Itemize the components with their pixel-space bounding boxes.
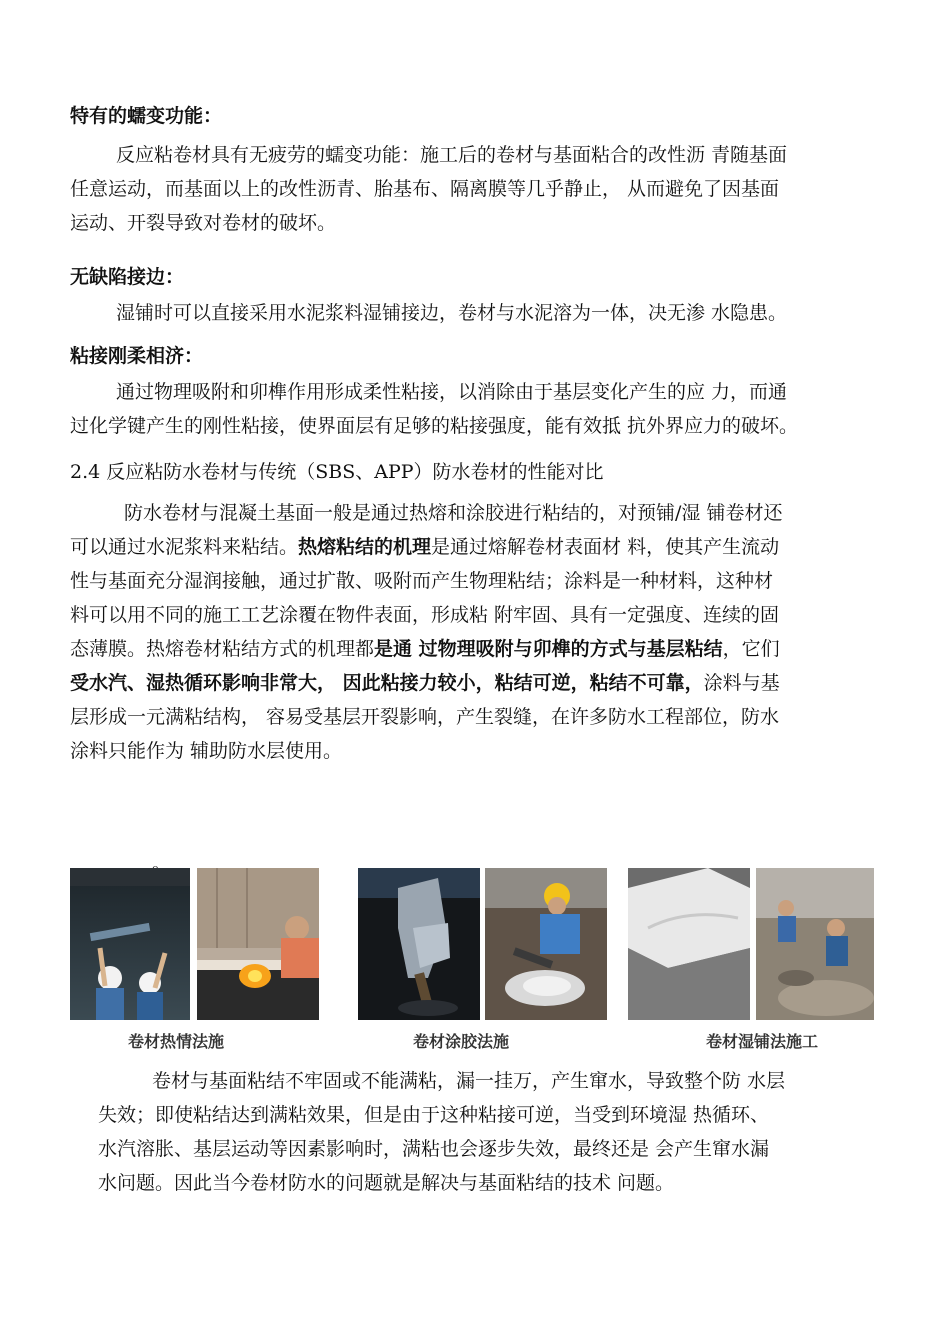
text-line: 水汽溶胀、基层运动等因素影响时，满粘也会逐步失效，最终还是 会产生窜水漏 — [98, 1138, 770, 1160]
paragraph-creep — [70, 138, 910, 240]
text-run: 可以通过水泥浆料来粘结。 — [70, 536, 299, 558]
bold-text-run: 是通 过物理吸附与卯榫的方式与基层粘结 — [374, 638, 723, 660]
text-line: 湿铺时可以直接采用水泥浆料湿铺接边，卷材与水泥溶为一体，决无渗 水隐患。 — [116, 302, 788, 324]
text-line: 防水卷材与混凝土基面一般是通过热熔和涂胶进行粘结的，对预铺/湿 铺卷材还 — [124, 502, 783, 524]
photo-wet-laying-site — [756, 868, 874, 1020]
text-line — [70, 530, 915, 564]
caption-adhesive-method: 卷材涂胶法施 — [413, 1032, 510, 1051]
photo-torch-flame — [197, 868, 319, 1020]
text-line: 任意运动，而基面以上的改性沥青、胎基布、隔离膜等几乎静止， 从而避免了因基面 — [70, 178, 780, 200]
photo-glove-membrane — [358, 868, 480, 1020]
bold-text-run: 热熔粘结的机理 — [298, 536, 432, 558]
text-run: 涂料与基 — [703, 672, 780, 694]
paragraph-comparison — [70, 496, 915, 768]
paragraph-seamless — [70, 296, 920, 330]
heading-creep-function: 特有的蠕变功能： — [70, 105, 223, 127]
text-line — [70, 632, 915, 666]
text-line: 卷材与基面粘结不牢固或不能满粘，漏一挂万，产生窜水，导致整个防 水层 — [152, 1070, 786, 1092]
paragraph-rigid-flexible — [70, 375, 920, 443]
paragraph-bonding-problem — [98, 1064, 918, 1200]
text-line: 运动、开裂导致对卷材的破坏。 — [70, 212, 337, 234]
text-line: 层形成一元满粘结构， 容易受基层开裂影响，产生裂缝，在许多防水工程部位，防水 — [70, 706, 780, 728]
heading-rigid-flexible: 粘接刚柔相济： — [70, 345, 204, 367]
text-line: 反应粘卷材具有无疲劳的蠕变功能：施工后的卷材与基面粘合的改性沥 青随基面 — [116, 144, 788, 166]
caption-torch-method: 卷材热情法施 — [128, 1032, 225, 1051]
text-run: ，它们 — [722, 638, 780, 660]
bold-text-run: 受水汽、湿热循环影响非常大， 因此粘接力较小，粘结可逆，粘结不可靠， — [70, 672, 704, 694]
text-line — [70, 666, 915, 700]
text-run: 态薄膜。热熔卷材粘结方式的机理都 — [70, 638, 375, 660]
photo-worker-adhesive — [485, 868, 607, 1020]
text-line: 水问题。因此当今卷材防水的问题就是解决与基面粘结的技术 问题。 — [98, 1172, 675, 1194]
text-line: 通过物理吸附和卯榫作用形成柔性粘接，以消除由于基层变化产生的应 力，而通 — [116, 381, 788, 403]
section-title-2-4: 2.4 反应粘防水卷材与传统（SBS、APP）防水卷材的性能对比 — [70, 461, 604, 483]
text-run: 是通过熔解卷材表面材 料，使其产生流动 — [431, 536, 780, 558]
text-line: 性与基面充分湿润接触，通过扩散、吸附而产生物理粘结；涂料是一种材料，这种材 — [70, 570, 774, 592]
text-line: 涂料只能作为 辅助防水层使用。 — [70, 740, 343, 762]
text-line: 失效；即使粘结达到满粘效果，但是由于这种粘接可逆，当受到环境湿 热循环、 — [98, 1104, 770, 1126]
photo-torch-workers — [70, 868, 190, 1020]
text-line: 过化学键产生的刚性粘接，使界面层有足够的粘接强度，能有效抵 抗外界应力的破坏。 — [70, 415, 799, 437]
heading-seamless-edge: 无缺陷接边： — [70, 266, 185, 288]
caption-wet-laying-method: 卷材湿铺法施工 — [706, 1032, 819, 1051]
photo-membrane-roll — [628, 868, 750, 1020]
text-line: 料可以用不同的施工工艺涂覆在物件表面，形成粘 附牢固、具有一定强度、连续的固 — [70, 604, 780, 626]
